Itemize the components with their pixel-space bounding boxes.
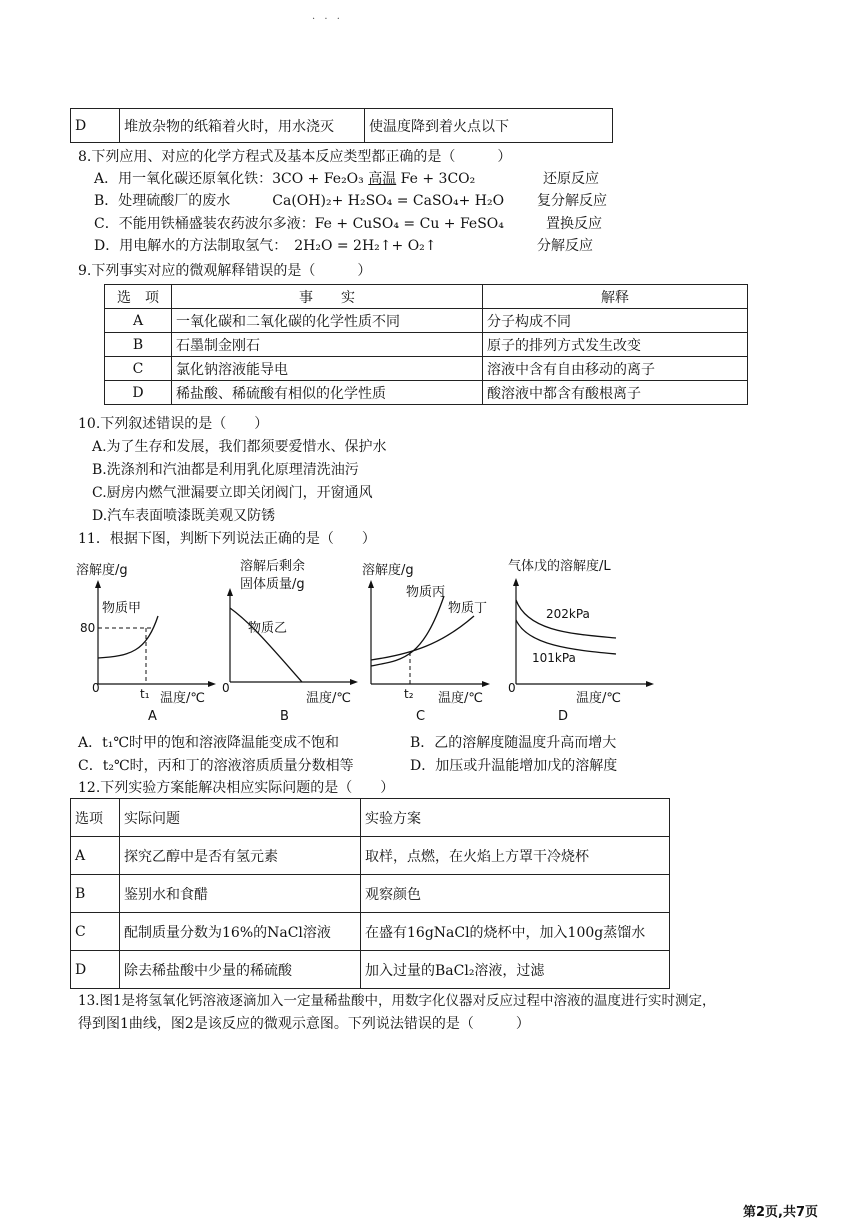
table-cell: 鉴别水和食醋 [120, 875, 361, 913]
chart-c-ylabel: 溶解度/g [362, 563, 414, 578]
chart-d [504, 556, 664, 726]
chart-d-xlabel: 温度/℃ [576, 691, 621, 706]
chart-c [362, 556, 502, 726]
table-cell: 探究乙醇中是否有氢元素 [120, 837, 361, 875]
chart-b-x-arrow [350, 679, 358, 685]
q10-option-b: B.洗涤剂和汽油都是利用乳化原理清洗油污 [92, 462, 359, 478]
q8-option-a: A．用一氧化碳还原氧化铁：3CO + Fe₂O₃ 高温 Fe + 3CO₂ [94, 171, 476, 187]
q8-type-b: 复分解反应 [537, 193, 607, 209]
chart-b [222, 556, 362, 726]
chart-c-y-arrow [368, 580, 374, 588]
chart-c-x-arrow [482, 681, 490, 687]
q8-type-a: 还原反应 [543, 171, 599, 187]
chart-d-svg [504, 556, 664, 726]
table-cell: C [71, 913, 120, 951]
table-row [71, 875, 670, 913]
chart-a-series-label: 物质甲 [102, 601, 142, 616]
table-row [71, 837, 670, 875]
header-cell: 选项 [71, 799, 120, 837]
table-cell: B [71, 875, 120, 913]
table-cell: 观察颜色 [361, 875, 670, 913]
chart-a-svg [70, 556, 220, 726]
chart-a-y-mark: 80 [80, 621, 96, 635]
q11-option-d: D．加压或升温能增加戊的溶解度 [410, 758, 618, 774]
chart-c-curve-ding [371, 616, 474, 660]
page-footer: 第2页,共7页 [742, 1205, 818, 1220]
chart-c-curve-bing [371, 596, 444, 666]
q8-stem: 8.下列应用、对应的化学方程式及基本反应类型都正确的是（ ） [78, 149, 512, 165]
q11-option-b: B．乙的溶解度随温度升高而增大 [410, 735, 617, 751]
table-cell: D [105, 381, 172, 405]
chart-b-ylabel-line2: 固体质量/g [240, 577, 305, 592]
chart-c-xlabel: 温度/℃ [438, 691, 483, 706]
chart-a-ylabel: 溶解度/g [76, 563, 128, 578]
chart-d-caption: D [558, 709, 569, 724]
table-row [105, 357, 748, 381]
chart-d-ylabel: 气体戊的溶解度/L [508, 559, 611, 574]
table-cell: D [71, 951, 120, 989]
table-row [71, 951, 670, 989]
table-cell: 加入过量的BaCl₂溶液，过滤 [361, 951, 670, 989]
q13-line1: 13.图1是将氢氧化钙溶液逐滴加入一定量稀盐酸中，用数字化仪器对反应过程中溶液的温度进行实时测定， [78, 993, 716, 1009]
chart-c-x-mark: t₂ [404, 687, 414, 701]
chart-a-x-mark: t₁ [140, 687, 150, 701]
chart-d-series-101: 101kPa [532, 651, 576, 665]
table-row [105, 309, 748, 333]
table-cell: 取样，点燃，在火焰上方罩干冷烧杯 [361, 837, 670, 875]
q11-stem: 11．根据下图，判断下列说法正确的是（ ） [78, 531, 376, 547]
chart-c-series-bing: 物质丙 [406, 585, 446, 600]
chart-b-svg [222, 556, 362, 726]
table-cell: 分子构成不同 [483, 309, 748, 333]
table-cell: 稀盐酸、稀硫酸有相似的化学性质 [172, 381, 483, 405]
table-row [105, 333, 748, 357]
table-cell: 配制质量分数为16%的NaCl溶液 [120, 913, 361, 951]
chart-b-caption: B [280, 709, 289, 724]
chart-d-origin: 0 [508, 681, 516, 695]
table-cell: 在盛有16gNaCl的烧杯中，加入100g蒸馏水 [361, 913, 670, 951]
q10-option-a: A.为了生存和发展，我们都须要爱惜水、保护水 [92, 439, 387, 455]
q7-option: D [71, 109, 120, 143]
header-cell: 选 项 [105, 285, 172, 309]
header-cell: 实验方案 [361, 799, 670, 837]
chart-a-origin: 0 [92, 681, 100, 695]
chart-b-ylabel-line1: 溶解后剩余 [240, 559, 306, 574]
q13-line2: 得到图1曲线，图2是该反应的微观示意图。下列说法错误的是（ ） [78, 1016, 530, 1032]
q10-option-d: D.汽车表面喷漆既美观又防锈 [92, 508, 276, 524]
header-dots: · · · [312, 14, 343, 25]
q11-option-c: C．t₂℃时，丙和丁的溶液溶质质量分数相等 [78, 758, 354, 774]
q12-stem: 12.下列实验方案能解决相应实际问题的是（ ） [78, 780, 395, 796]
table-cell: A [105, 309, 172, 333]
table-header-row [105, 285, 748, 309]
table-cell: A [71, 837, 120, 875]
chart-b-series-label: 物质乙 [248, 621, 288, 636]
chart-a-x-arrow [208, 681, 216, 687]
header-cell: 实际问题 [120, 799, 361, 837]
table-cell: 酸溶液中都含有酸根离子 [483, 381, 748, 405]
table-cell: 一氧化碳和二氧化碳的化学性质不同 [172, 309, 483, 333]
q8-type-d: 分解反应 [537, 238, 593, 254]
chart-b-curve-yi [230, 608, 302, 682]
chart-a-curve-jia [98, 616, 158, 658]
q8-option-b: B．处理硫酸厂的废水 Ca(OH)₂+ H₂SO₄ = CaSO₄+ H₂O [94, 193, 505, 209]
q7-fact: 堆放杂物的纸箱着火时，用水浇灭 [120, 109, 365, 143]
chart-c-svg [362, 556, 502, 726]
table-row [105, 381, 748, 405]
chart-d-x-arrow [646, 681, 654, 687]
table-cell: 溶液中含有自由移动的离子 [483, 357, 748, 381]
q11-option-a: A．t₁℃时甲的饱和溶液降温能变成不饱和 [78, 735, 340, 751]
q10-stem: 10.下列叙述错误的是（ ） [78, 416, 269, 432]
table-row [71, 913, 670, 951]
q7-explain: 使温度降到着火点以下 [365, 109, 613, 143]
chart-d-y-arrow [513, 578, 519, 586]
chart-c-series-ding: 物质丁 [448, 601, 488, 616]
chart-b-xlabel: 温度/℃ [306, 691, 351, 706]
q10-option-c: C.厨房内燃气泄漏要立即关闭阀门，开窗通风 [92, 485, 373, 501]
chart-a-caption: A [148, 709, 157, 724]
chart-a-y-arrow [95, 580, 101, 588]
q7-table-row [70, 108, 613, 143]
chart-d-series-202: 202kPa [546, 607, 590, 621]
q9-stem: 9.下列事实对应的微观解释错误的是（ ） [78, 263, 372, 279]
q8-type-c: 置换反应 [546, 216, 602, 232]
header-cell: 解释 [483, 285, 748, 309]
chart-a [70, 556, 220, 726]
chart-a-xlabel: 温度/℃ [160, 691, 205, 706]
table-cell: 除去稀盐酸中少量的稀硫酸 [120, 951, 361, 989]
q9-table [104, 284, 748, 405]
chart-c-caption: C [416, 709, 426, 724]
header-cell: 事 实 [172, 285, 483, 309]
table-cell: C [105, 357, 172, 381]
table-cell: B [105, 333, 172, 357]
q8-option-d: D．用电解水的方法制取氢气： 2H₂O = 2H₂↑+ O₂↑ [94, 238, 437, 254]
chart-b-y-arrow [227, 588, 233, 596]
q12-table [70, 798, 670, 989]
table-header-row [71, 799, 670, 837]
q8-option-c: C．不能用铁桶盛装农药波尔多液：Fe + CuSO₄ = Cu + FeSO₄ [94, 216, 504, 232]
table-cell: 原子的排列方式发生改变 [483, 333, 748, 357]
chart-b-origin: 0 [222, 681, 230, 695]
table-cell: 石墨制金刚石 [172, 333, 483, 357]
table-cell: 氯化钠溶液能导电 [172, 357, 483, 381]
